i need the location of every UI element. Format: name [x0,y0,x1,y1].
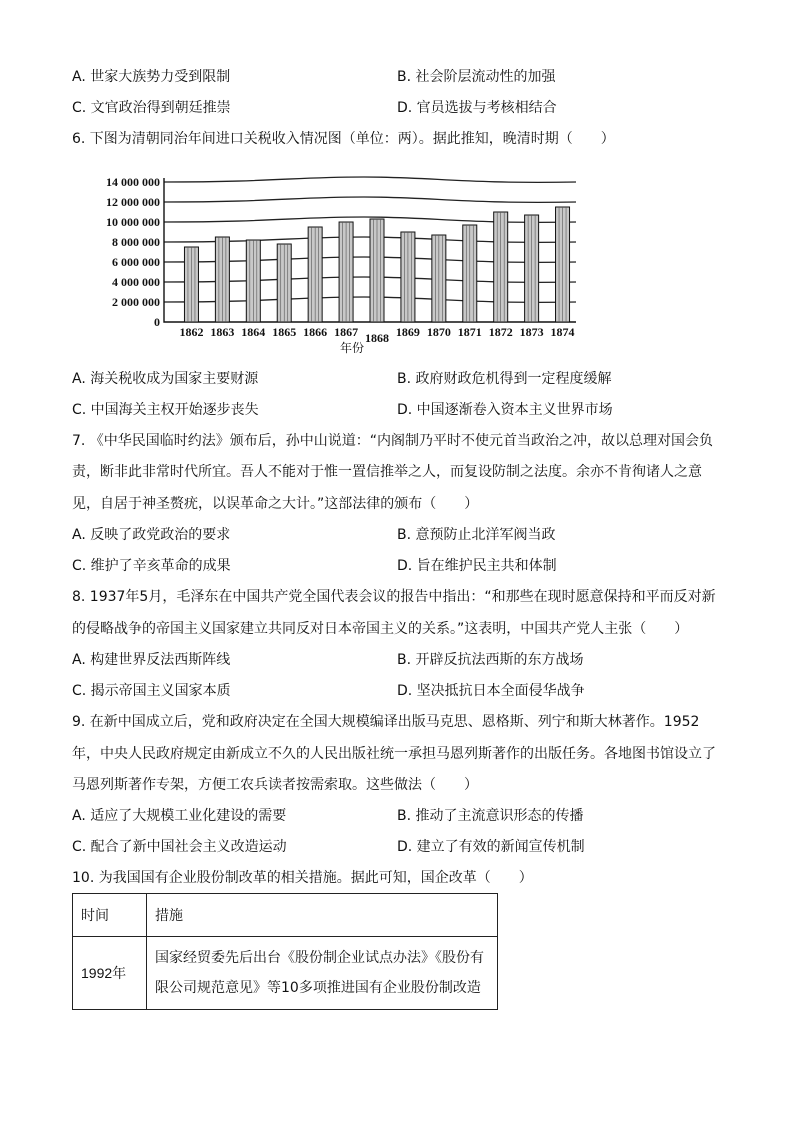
x-tick-label: 1874 [550,325,575,339]
x-tick-label: 1865 [272,325,297,339]
x-tick-label: 1868 [365,331,389,345]
y-tick-label: 0 [154,315,160,329]
q8-option-d: D. 坚决抵抗日本全面侵华战争 [397,683,585,699]
q8-option-b: B. 开辟反抗法西斯的东方战场 [397,652,584,668]
q10-stem: 10. 为我国国有企业股份制改革的相关措施。据此可知，国企改革（ ） [72,870,533,886]
chart-x-ticks [179,325,574,345]
x-tick-label: 1866 [303,325,328,339]
q9-stem-line-1: 9. 在新中国成立后，党和政府决定在全国大规模编译出版马克思、恩格斯、列宁和斯大林著作。1952 [72,714,700,730]
measures-table [72,893,498,1010]
x-tick-label: 1869 [395,325,420,339]
table-header-row [73,894,498,937]
chart-x-axis-label: 年份 [339,341,365,355]
x-tick-label: 1862 [179,325,204,339]
x-tick-label: 1871 [457,325,482,339]
q9-option-a: A. 适应了大规模工业化建设的需要 [72,808,287,824]
chart-bars [184,207,569,322]
q9-stem-line-3: 马恩列斯著作专架，方便工农兵读者按需索取。这些做法（ ） [72,777,478,793]
q7-stem-line-2: 责，断非此非常时代所宜。吾人不能对于惟一置信推举之人，而复设防制之法度。余亦不肯徇诸人之意 [72,464,702,480]
y-tick-label: 4 000 000 [112,275,160,289]
q6-option-b: B. 政府财政危机得到一定程度缓解 [397,371,612,387]
x-tick-label: 1873 [519,325,544,339]
q5-option-a: A. 世家大族势力受到限制 [72,69,231,85]
table-cell-measure-line-1: 国家经贸委先后出台《股份制企业试点办法》《股份有 [155,950,484,966]
table-cell-measure [147,937,498,1010]
q5-option-c: C. 文官政治得到朝廷推崇 [72,100,231,116]
q8-option-a: A. 构建世界反法西斯阵线 [72,652,231,668]
q6-option-a: A. 海关税收成为国家主要财源 [72,371,259,387]
chart-y-ticks [106,175,160,329]
q7-option-b: B. 意预防止北洋军阀当政 [397,527,556,543]
q6-option-d: D. 中国逐渐卷入资本主义世界市场 [397,402,613,418]
q9-stem-line-2: 年，中央人民政府规定由新成立不久的人民出版社统一承担马恩列斯著作的出版任务。各地图书馆设立了 [72,746,716,762]
q7-stem-line-1: 7. 《中华民国临时约法》颁布后，孙中山说道：“内阁制乃平时不使元首当政治之冲，故以总理对国会负 [72,433,714,449]
q7-option-a: A. 反映了政党政治的要求 [72,527,231,543]
q6-option-c: C. 中国海关主权开始逐步丧失 [72,402,259,418]
q7-stem-line-3: 见，自居于神圣赘疣，以误革命之大计。”这部法律的颁布（ ） [72,496,479,512]
q8-stem-line-2: 的侵略战争的帝国主义国家建立共同反对日本帝国主义的关系。”这表明，中国共产党人主张（ ） [72,621,689,637]
q9-option-b: B. 推动了主流意识形态的传播 [397,808,584,824]
tariff-bar-chart [86,162,592,360]
y-tick-label: 14 000 000 [106,175,160,189]
x-tick-label: 1863 [210,325,235,339]
table-header-time: 时间 [73,894,147,937]
y-tick-label: 6 000 000 [112,255,160,269]
y-tick-label: 10 000 000 [106,215,160,229]
x-tick-label: 1870 [426,325,451,339]
q6-stem: 6. 下图为清朝同治年间进口关税收入情况图（单位：两）。据此推知，晚清时期（ ） [72,131,615,147]
table-header-measure: 措施 [147,894,498,937]
q7-option-c: C. 维护了辛亥革命的成果 [72,558,231,574]
gridline [164,197,576,202]
y-tick-label: 12 000 000 [106,195,160,209]
x-tick-label: 1864 [241,325,266,339]
q5-option-b: B. 社会阶层流动性的加强 [397,69,556,85]
table-cell-time: 1992年 [73,937,147,1010]
table-row [73,937,498,1010]
y-tick-label: 2 000 000 [112,295,160,309]
q8-stem-line-1: 8. 1937年5月，毛泽东在中国共产党全国代表会议的报告中指出：“和那些在现时愿意保持和平而反对新 [72,589,716,605]
q5-option-d: D. 官员选拔与考核相结合 [397,100,557,116]
q8-option-c: C. 揭示帝国主义国家本质 [72,683,231,699]
gridline [164,177,576,182]
y-tick-label: 8 000 000 [112,235,160,249]
q9-option-d: D. 建立了有效的新闻宣传机制 [397,839,585,855]
q7-option-d: D. 旨在维护民主共和体制 [397,558,557,574]
table-cell-measure-line-2: 限公司规范意见》等10多项推进国有企业股份制改造 [155,980,481,996]
x-tick-label: 1872 [488,325,513,339]
q9-option-c: C. 配合了新中国社会主义改造运动 [72,839,287,855]
x-tick-label: 1867 [334,325,359,339]
